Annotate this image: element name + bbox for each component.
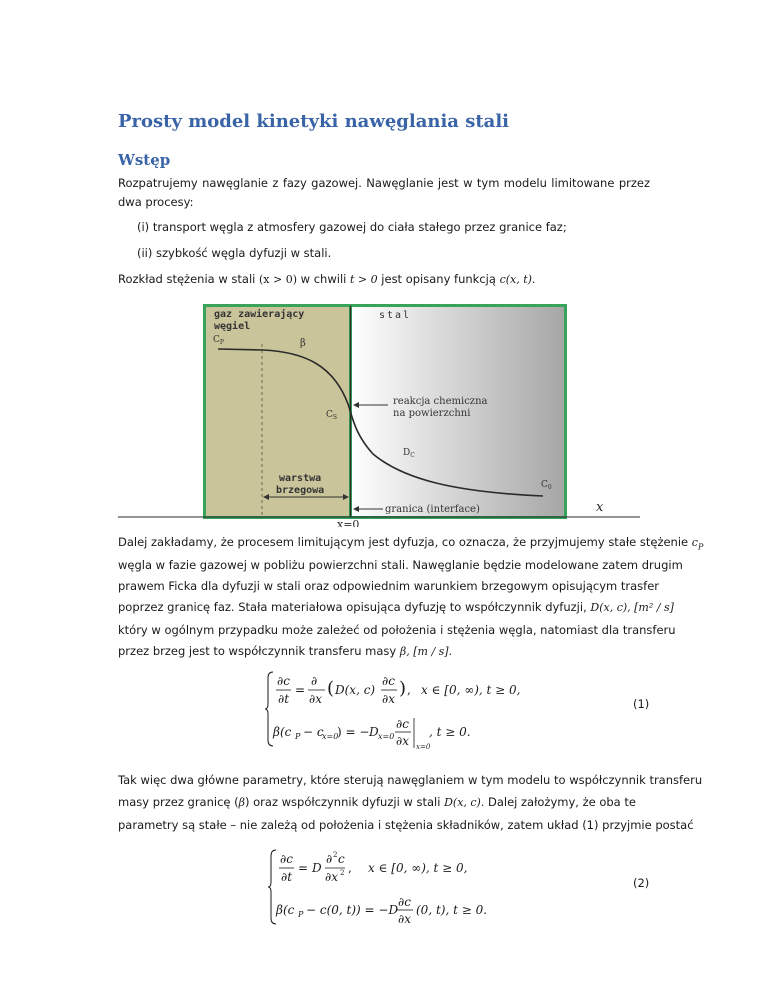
process-item-2: (ii) szybkość węgla dyfuzji w stali. (137, 246, 332, 260)
section-heading: Wstęp (118, 151, 171, 169)
layer-label-line1: warstwa (279, 473, 322, 484)
para2-line6: przez brzeg jest to współczynnik transferu masy β, [m / s]. (118, 644, 453, 658)
equation-2-number: (2) (633, 876, 650, 890)
svg-text:D: D (312, 861, 322, 875)
process-item-1: (i) transport węgla z atmosfery gazowej do ciała stałego przez granice faz; (137, 220, 567, 234)
svg-text:∂c: ∂c (280, 852, 293, 866)
para3-line3: parametry są stałe – nie zależą od położenia i stężenia składników, zatem układ (1) przyjmie postać (118, 818, 694, 832)
para2-line3: prawem Ficka dla dyfuzji w stali oraz odpowiednim warunkiem brzegowym opisującym trasfer (118, 579, 659, 593)
svg-text:∂: ∂ (326, 852, 333, 866)
cp-label: $C_P$ (213, 335, 224, 346)
svg-text:− c(0, t)) = −D: − c(0, t)) = −D (306, 903, 399, 917)
svg-text:∂: ∂ (311, 674, 318, 688)
svg-text:∂x: ∂x (309, 692, 322, 706)
svg-text:x=0: x=0 (322, 732, 339, 741)
para3-line1: Tak więc dwa główne parametry, które sterują nawęglaniem w tym modelu to współczynnik transferu (118, 773, 703, 787)
x-zero-label: x=0 (337, 518, 360, 527)
para2-line5: który w ogólnym przypadku może zależeć od położenia i stężenia węgla, natomiast dla transferu (118, 623, 676, 637)
svg-text:∂c: ∂c (398, 895, 411, 909)
svg-text:D(x, c): D(x, c) (335, 683, 376, 697)
svg-text:c: c (338, 852, 345, 866)
svg-text:P: P (295, 732, 301, 741)
svg-text:β(c: β(c (273, 725, 292, 739)
svg-text:): ) (399, 678, 407, 699)
eq1-domain: x ∈ [0, ∞), t ≥ 0, (421, 683, 521, 697)
reaction-label-line1: reakcja chemiczna (393, 396, 488, 407)
svg-text:∂c: ∂c (277, 674, 290, 688)
distribution-sentence: Rozkład stężenia w stali (x > 0) w chwili t > 0 jest opisany funkcją c(x, t). (118, 272, 536, 286)
para2-line2: węgla w fazie gazowej w pobliżu powierzchni stali. Nawęglanie będzie modelowane zatem drugim (118, 558, 683, 572)
svg-text:=: = (298, 861, 309, 875)
svg-text:x=0: x=0 (378, 732, 395, 741)
svg-text:D: D (369, 725, 379, 739)
svg-text:∂c: ∂c (382, 674, 395, 688)
x-axis-label: x (596, 500, 604, 515)
svg-text:β(c: β(c (276, 903, 295, 917)
svg-text:2: 2 (340, 869, 345, 877)
gas-label-line2: węgiel (214, 321, 251, 332)
svg-text:∂x: ∂x (325, 870, 338, 884)
intro-paragraph: Rozpatrujemy nawęglanie z fazy gazowej. Nawęglanie jest w tym modelu limitowane przez dwa procesy: (118, 176, 650, 209)
svg-text:− c: − c (303, 725, 324, 739)
svg-text:x=0: x=0 (416, 743, 431, 750)
document-title: Prosty model kinetyki nawęglania stali (118, 111, 510, 132)
steel-label: stal (379, 310, 412, 321)
cs-label: $C_S$ (326, 410, 338, 421)
svg-text:,: , (407, 683, 411, 697)
eq1-condition: , t ≥ 0. (429, 725, 471, 739)
svg-text:=: = (295, 683, 306, 697)
svg-text:∂x: ∂x (396, 734, 409, 748)
interface-label: granica (interface) (385, 504, 480, 515)
svg-text:∂x: ∂x (382, 692, 395, 706)
svg-text:(: ( (327, 678, 335, 699)
svg-text:∂t: ∂t (281, 870, 293, 884)
svg-text:) = −: ) = − (337, 725, 370, 739)
svg-text:∂c: ∂c (396, 717, 409, 731)
svg-text:P: P (298, 910, 304, 919)
x-axis (118, 497, 640, 527)
para2-line1: Dalej zakładamy, że procesem limitującym jest dyfuzja, co oznacza, że przyjmujemy stałe stężenie $c_P$ (118, 535, 704, 552)
reaction-label-line2: na powierzchni (393, 408, 471, 419)
para2-line4: poprzez granicę faz. Stała materiałowa opisująca dyfuzję to współczynnik dyfuzji, D(x, c), [m² / s] (118, 600, 674, 614)
beta-label: β (300, 338, 306, 349)
para3-line2: masy przez granicę (β) oraz współczynnik dyfuzji w stali D(x, c). Dalej założymy, że oba te (118, 795, 636, 809)
eq2-domain: x ∈ [0, ∞), t ≥ 0, (368, 861, 468, 875)
eq2-condition: (0, t), t ≥ 0. (416, 903, 488, 917)
dc-label: $D_C$ (403, 448, 415, 459)
svg-text:∂x: ∂x (398, 912, 411, 926)
layer-label-line2: brzegowa (276, 485, 325, 496)
equation-2 (268, 846, 548, 928)
svg-text:2: 2 (333, 851, 338, 859)
carburizing-diagram (203, 304, 567, 519)
equation-1-number: (1) (633, 697, 650, 711)
gas-label-line1: gaz zawierający (214, 309, 305, 320)
equation-1 (265, 668, 565, 750)
c0-label: $C_0$ (541, 480, 552, 491)
svg-text:,: , (348, 861, 352, 875)
svg-text:∂t: ∂t (278, 692, 290, 706)
